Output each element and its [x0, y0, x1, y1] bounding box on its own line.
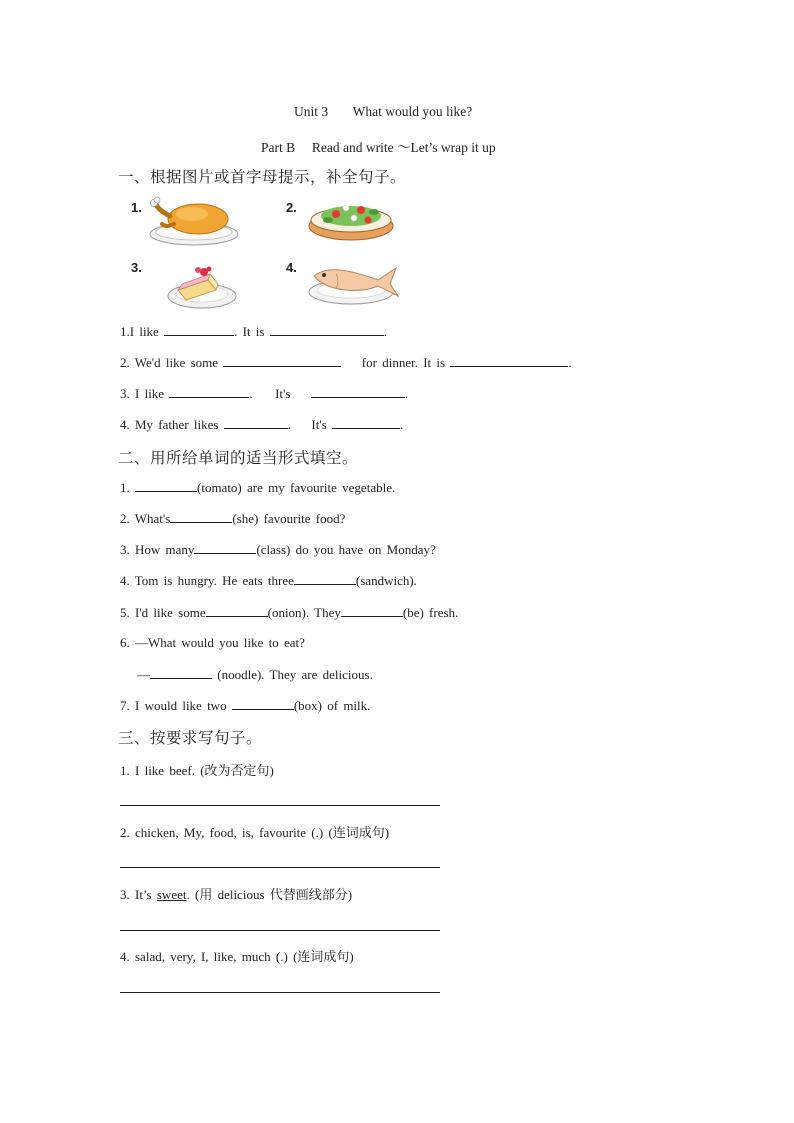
s1-question-4: 4. My father likes . It's .: [120, 417, 404, 432]
s3-question-1: 1. I like beef. (改为否定句): [120, 763, 274, 778]
s2-question-7: 7. I would like two (box) of milk.: [120, 698, 371, 713]
answer-blank[interactable]: [170, 510, 232, 523]
part-name: Part B: [261, 140, 296, 155]
s2-question-2: 2. What's (she) favourite food?: [120, 511, 346, 526]
picture-number-1: 1.: [131, 200, 142, 215]
roast-chicken-icon: [146, 194, 240, 248]
s2-question-3: 3. How many (class) do you have on Monday?: [120, 542, 436, 557]
answer-blank[interactable]: [223, 354, 341, 367]
salad-icon: [306, 196, 396, 246]
unit-label: [294, 104, 472, 120]
answer-line-2[interactable]: [120, 867, 440, 868]
answer-line-3[interactable]: [120, 930, 440, 931]
answer-blank[interactable]: [224, 416, 288, 429]
answer-line-4[interactable]: [120, 992, 440, 993]
s1-question-1: 1.I like . It is .: [120, 324, 387, 339]
picture-number-2: 2.: [286, 200, 297, 215]
answer-blank[interactable]: [270, 323, 384, 336]
answer-blank[interactable]: [164, 323, 234, 336]
fish-icon: [306, 262, 402, 308]
answer-blank[interactable]: [232, 697, 294, 710]
answer-blank[interactable]: [194, 541, 256, 554]
s2-question-4: 4. Tom is hungry. He eats three (sandwich).: [120, 573, 417, 588]
s3-question-2: 2. chicken, My, food, is, favourite (.) (连词成句): [120, 825, 390, 840]
unit-number: Unit 3: [294, 104, 329, 119]
s2-question-6-answer: — (noodle). They are delicious.: [137, 667, 373, 682]
s2-question-6: 6. —What would you like to eat?: [120, 635, 305, 650]
part-label: [261, 136, 496, 156]
answer-blank[interactable]: [311, 385, 405, 398]
answer-blank[interactable]: [169, 385, 249, 398]
section1-heading: 一、根据图片或首字母提示，补全句子。: [118, 168, 407, 186]
s1-question-3: 3. I like . It's .: [120, 386, 409, 401]
s2-question-1: 1. (tomato) are my favourite vegetable.: [120, 480, 396, 495]
s2-question-5: 5. I'd like some (onion). They (be) fresh.: [120, 605, 459, 620]
section3-heading: 三、按要求写句子。: [118, 729, 263, 747]
answer-blank[interactable]: [294, 572, 356, 585]
answer-blank[interactable]: [450, 354, 568, 367]
underlined-word: sweet: [156, 887, 187, 902]
part-title: Read and write ～Let’s wrap it up: [311, 140, 496, 155]
answer-blank[interactable]: [206, 604, 268, 617]
answer-line-1[interactable]: [120, 805, 440, 806]
s1-question-2: 2. We'd like some for dinner. It is .: [120, 355, 572, 370]
cake-icon: [166, 260, 238, 310]
answer-blank[interactable]: [332, 416, 400, 429]
answer-blank[interactable]: [341, 604, 403, 617]
s3-question-4: 4. salad, very, I, like, much (.) (连词成句): [120, 949, 354, 964]
picture-number-3: 3.: [131, 260, 142, 275]
answer-blank[interactable]: [135, 479, 197, 492]
s3-question-3: 3. It’s sweet. (用 delicious 代替画线部分): [120, 887, 353, 902]
answer-blank[interactable]: [150, 666, 212, 679]
unit-title: What would you like?: [352, 104, 473, 119]
section2-heading: 二、用所给单词的适当形式填空。: [118, 449, 359, 467]
picture-number-4: 4.: [286, 260, 297, 275]
